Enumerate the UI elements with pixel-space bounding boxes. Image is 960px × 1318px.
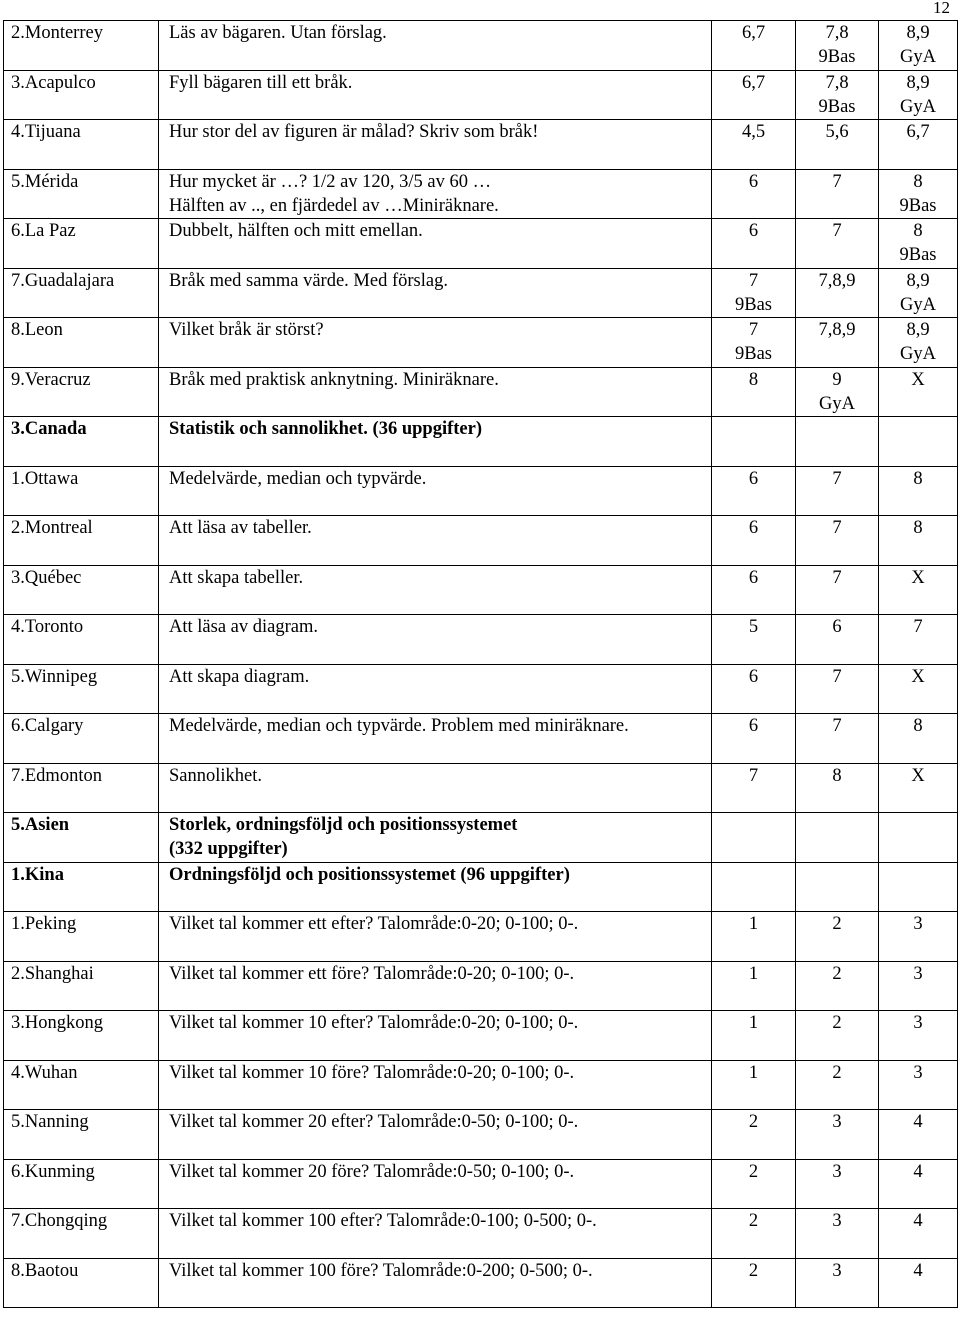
cell-line: 4 [913,1112,923,1132]
section-header-row [4,417,958,467]
level-2-cell [796,1209,879,1259]
level-3-cell [879,962,958,1011]
level-1-cell [712,120,796,170]
table-row [4,318,958,368]
level-1-cell [712,170,796,219]
level-1-cell [712,21,796,71]
cell-line: Att skapa tabeller. [169,568,304,588]
cell-line: 2 [832,964,842,984]
task-description-cell [159,318,712,368]
level-2-cell [796,714,879,764]
cell-line: Läs av bägaren. Utan förslag. [169,23,387,43]
level-2-cell [796,368,879,417]
task-description-cell [159,1160,712,1209]
task-description-cell [159,1011,712,1061]
cell-line: X [911,667,925,687]
cell-line: 7 [832,518,842,538]
cell-line: Dubbelt, hälften och mitt emellan. [169,221,423,241]
level-3-cell [879,1061,958,1110]
level-1-cell [712,1061,796,1110]
table-row [4,566,958,615]
level-2-cell [796,566,879,615]
level-3-cell [879,467,958,516]
cell-line: (332 uppgifter) [169,839,288,859]
cell-line: 5 [748,617,759,637]
cell-line: 3 [832,1211,842,1231]
cell-line: 7 [748,271,759,291]
cell-line: 3 [913,1013,923,1033]
cell-line: 8 [748,370,759,390]
cell-line: 7 [913,617,923,637]
exercise-name-cell: 6.Calgary [4,714,159,764]
cell-line: GyA [900,295,936,315]
cell-line: 7 [832,221,842,241]
cell-line: Bråk med samma värde. Med förslag. [169,271,448,291]
level-1-cell [712,368,796,417]
cell-line: 8,9 [906,320,930,340]
level-1-cell [712,269,796,318]
level-2-cell [796,813,879,863]
table-row [4,516,958,566]
exercise-name-cell: 4.Tijuana [4,120,159,170]
cell-line: Storlek, ordningsföljd och positionssystemet [169,815,518,835]
cell-line: Hälften av .., en fjärdedel av …Miniräknare. [169,196,499,216]
exercise-name-cell: 7.Chongqing [4,1209,159,1259]
cell-line: 6 [748,221,759,241]
level-2-cell [796,1259,879,1308]
cell-line: 5,6 [825,122,849,142]
level-3-cell [879,615,958,665]
cell-line: 3 [913,964,923,984]
level-1-cell [712,1160,796,1209]
cell-line: 7 [832,568,842,588]
task-description-cell [159,71,712,120]
cell-line: 6 [748,518,759,538]
task-description-cell [159,566,712,615]
level-3-cell [879,1160,958,1209]
cell-line: 2 [832,914,842,934]
task-description-cell [159,714,712,764]
cell-line: Medelvärde, median och typvärde. Problem med miniräknare. [169,716,629,736]
level-2-cell [796,764,879,813]
table-row [4,368,958,417]
cell-line: 2 [748,1211,759,1231]
level-1-cell [712,467,796,516]
cell-line: 2 [748,1112,759,1132]
level-1-cell [712,1259,796,1308]
cell-line: 3 [913,914,923,934]
cell-line: 2 [748,1162,759,1182]
level-3-cell [879,1259,958,1308]
cell-line: 9Bas [735,344,772,364]
exercise-name-cell: 2.Montreal [4,516,159,566]
cell-line: 9Bas [818,97,856,117]
cell-line: 6 [748,469,759,489]
exercise-name-cell: 3.Québec [4,566,159,615]
table-row [4,269,958,318]
task-description-cell [159,219,712,269]
task-description-cell [159,665,712,714]
cell-line: 6 [748,716,759,736]
exercise-name-cell: 7.Guadalajara [4,269,159,318]
level-2-cell [796,665,879,714]
cell-line: 6,7 [906,122,930,142]
cell-line: Sannolikhet. [169,766,263,786]
cell-line: Fyll bägaren till ett bråk. [169,73,353,93]
level-3-cell [879,219,958,269]
cell-line: Bråk med praktisk anknytning. Miniräknare. [169,370,499,390]
task-description-cell [159,764,712,813]
level-3-cell [879,368,958,417]
cell-line: 1 [748,964,759,984]
level-3-cell [879,813,958,863]
cell-line: 9Bas [899,245,937,265]
exercise-name-cell: 4.Toronto [4,615,159,665]
table-row [4,467,958,516]
level-3-cell [879,516,958,566]
exercise-name-cell: 2.Monterrey [4,21,159,71]
level-1-cell [712,615,796,665]
level-1-cell [712,318,796,368]
exercise-table-body [4,21,958,1308]
cell-line: 8 [913,172,923,192]
task-description-cell [159,912,712,962]
cell-line: Att skapa diagram. [169,667,310,687]
cell-line: 7 [832,667,842,687]
cell-line: 1 [748,914,759,934]
task-description-cell [159,615,712,665]
cell-line: 6 [832,617,842,637]
cell-line: 9Bas [899,196,937,216]
cell-line: 3 [832,1162,842,1182]
cell-line: 6 [748,568,759,588]
level-3-cell [879,417,958,467]
table-row [4,170,958,219]
exercise-name-cell: 5.Asien [4,813,159,863]
level-1-cell [712,714,796,764]
task-description-cell [159,863,712,912]
exercise-name-cell: 3.Acapulco [4,71,159,120]
level-3-cell [879,665,958,714]
table-row [4,962,958,1011]
level-1-cell [712,1011,796,1061]
cell-line: X [911,370,925,390]
cell-line: 7 [748,766,759,786]
cell-line: 8 [913,221,923,241]
level-3-cell [879,269,958,318]
exercise-table [3,20,958,1308]
cell-line: GyA [819,394,855,414]
task-description-cell [159,1110,712,1160]
level-2-cell [796,863,879,912]
cell-line: Vilket tal kommer 100 efter? Talområde:0-100; 0-500; 0-. [169,1211,597,1231]
task-description-cell [159,120,712,170]
level-1-cell [712,566,796,615]
cell-line: Vilket tal kommer 100 före? Talområde:0-200; 0-500; 0-. [169,1261,593,1281]
task-description-cell [159,1209,712,1259]
cell-line: 9Bas [735,295,772,315]
cell-line: Statistik och sannolikhet. (36 uppgifter) [169,419,482,439]
table-row [4,912,958,962]
task-description-cell [159,170,712,219]
level-3-cell [879,1209,958,1259]
exercise-name-cell: 1.Ottawa [4,467,159,516]
level-2-cell [796,269,879,318]
level-2-cell [796,417,879,467]
table-row [4,615,958,665]
level-3-cell [879,566,958,615]
table-row [4,1061,958,1110]
cell-line: GyA [900,47,936,67]
level-1-cell [712,863,796,912]
level-2-cell [796,318,879,368]
cell-line: 7 [748,320,759,340]
exercise-name-cell: 1.Peking [4,912,159,962]
table-row [4,1110,958,1160]
cell-line: Hur stor del av figuren är målad? Skriv som bråk! [169,122,539,142]
exercise-name-cell: 8.Leon [4,318,159,368]
level-1-cell [712,417,796,467]
cell-line: 4 [913,1211,923,1231]
table-row [4,1160,958,1209]
cell-line: 7,8 [825,73,849,93]
cell-line: Vilket bråk är störst? [169,320,324,340]
cell-line: 2 [832,1013,842,1033]
exercise-name-cell: 4.Wuhan [4,1061,159,1110]
cell-line: 7,8 [825,23,849,43]
level-3-cell [879,912,958,962]
cell-line: 7 [832,716,842,736]
table-row [4,1259,958,1308]
level-3-cell [879,714,958,764]
exercise-name-cell: 6.La Paz [4,219,159,269]
level-2-cell [796,1061,879,1110]
cell-line: 6,7 [741,23,766,43]
exercise-name-cell: 3.Canada [4,417,159,467]
cell-line: 7 [832,172,842,192]
cell-line: Hur mycket är …? 1/2 av 120, 3/5 av 60 … [169,172,492,192]
cell-line: Vilket tal kommer 10 efter? Talområde:0-20; 0-100; 0-. [169,1013,579,1033]
cell-line: Att läsa av diagram. [169,617,318,637]
level-2-cell [796,467,879,516]
cell-line: 8 [913,469,923,489]
cell-line: 7,8,9 [818,320,856,340]
level-1-cell [712,912,796,962]
cell-line: 1 [748,1013,759,1033]
cell-line: 3 [832,1112,842,1132]
level-3-cell [879,71,958,120]
cell-line: 8 [832,766,842,786]
level-2-cell [796,962,879,1011]
table-row [4,1209,958,1259]
cell-line: 2 [748,1261,759,1281]
section-header-row [4,863,958,912]
exercise-name-cell: 6.Kunming [4,1160,159,1209]
level-1-cell [712,665,796,714]
task-description-cell [159,813,712,863]
level-2-cell [796,170,879,219]
table-row [4,764,958,813]
page-number: 12 [933,0,950,17]
exercise-name-cell: 3.Hongkong [4,1011,159,1061]
cell-line: Vilket tal kommer 10 före? Talområde:0-20; 0-100; 0-. [169,1063,575,1083]
task-description-cell [159,1259,712,1308]
cell-line: 8 [913,518,923,538]
level-3-cell [879,21,958,71]
level-1-cell [712,219,796,269]
level-2-cell [796,219,879,269]
cell-line: GyA [900,97,936,117]
level-1-cell [712,1209,796,1259]
cell-line: X [911,568,925,588]
level-2-cell [796,615,879,665]
cell-line: GyA [900,344,936,364]
level-2-cell [796,1160,879,1209]
cell-line: 6,7 [741,73,766,93]
level-2-cell [796,912,879,962]
cell-line: 6 [748,172,759,192]
level-3-cell [879,863,958,912]
task-description-cell [159,368,712,417]
exercise-name-cell: 1.Kina [4,863,159,912]
table-row [4,120,958,170]
exercise-name-cell: 5.Mérida [4,170,159,219]
level-1-cell [712,764,796,813]
task-description-cell [159,21,712,71]
level-1-cell [712,962,796,1011]
level-3-cell [879,764,958,813]
level-2-cell [796,1011,879,1061]
cell-line: Vilket tal kommer ett efter? Talområde:0-20; 0-100; 0-. [169,914,579,934]
exercise-name-cell: 9.Veracruz [4,368,159,417]
cell-line: 8,9 [906,23,930,43]
cell-line: 7 [832,469,842,489]
cell-line: 1 [748,1063,759,1083]
exercise-name-cell: 5.Winnipeg [4,665,159,714]
table-row [4,71,958,120]
cell-line: 4 [913,1261,923,1281]
level-3-cell [879,170,958,219]
cell-line: Ordningsföljd och positionssystemet (96 uppgifter) [169,865,570,885]
task-description-cell [159,962,712,1011]
cell-line: Vilket tal kommer ett före? Talområde:0-20; 0-100; 0-. [169,964,575,984]
table-row [4,665,958,714]
cell-line: Vilket tal kommer 20 efter? Talområde:0-50; 0-100; 0-. [169,1112,579,1132]
level-3-cell [879,1011,958,1061]
level-3-cell [879,1110,958,1160]
cell-line: 8,9 [906,73,930,93]
level-2-cell [796,1110,879,1160]
cell-line: 8,9 [906,271,930,291]
level-1-cell [712,516,796,566]
exercise-name-cell: 2.Shanghai [4,962,159,1011]
task-description-cell [159,269,712,318]
task-description-cell [159,467,712,516]
exercise-name-cell: 5.Nanning [4,1110,159,1160]
task-description-cell [159,1061,712,1110]
cell-line: 3 [832,1261,842,1281]
level-1-cell [712,813,796,863]
level-2-cell [796,21,879,71]
cell-line: 2 [832,1063,842,1083]
level-3-cell [879,120,958,170]
level-2-cell [796,71,879,120]
table-row [4,219,958,269]
cell-line: Vilket tal kommer 20 före? Talområde:0-50; 0-100; 0-. [169,1162,575,1182]
level-2-cell [796,516,879,566]
cell-line: X [911,766,925,786]
task-description-cell [159,417,712,467]
level-3-cell [879,318,958,368]
level-2-cell [796,120,879,170]
table-row [4,1011,958,1061]
cell-line: 4 [913,1162,923,1182]
cell-line: 4,5 [741,122,766,142]
cell-line: Att läsa av tabeller. [169,518,312,538]
level-1-cell [712,71,796,120]
cell-line: 8 [913,716,923,736]
table-row [4,21,958,71]
exercise-name-cell: 8.Baotou [4,1259,159,1308]
cell-line: 9Bas [818,47,856,67]
cell-line: 7,8,9 [818,271,856,291]
section-header-row [4,813,958,863]
cell-line: 9 [832,370,842,390]
table-row [4,714,958,764]
cell-line: Medelvärde, median och typvärde. [169,469,427,489]
level-1-cell [712,1110,796,1160]
exercise-name-cell: 7.Edmonton [4,764,159,813]
task-description-cell [159,516,712,566]
cell-line: 3 [913,1063,923,1083]
cell-line: 6 [748,667,759,687]
